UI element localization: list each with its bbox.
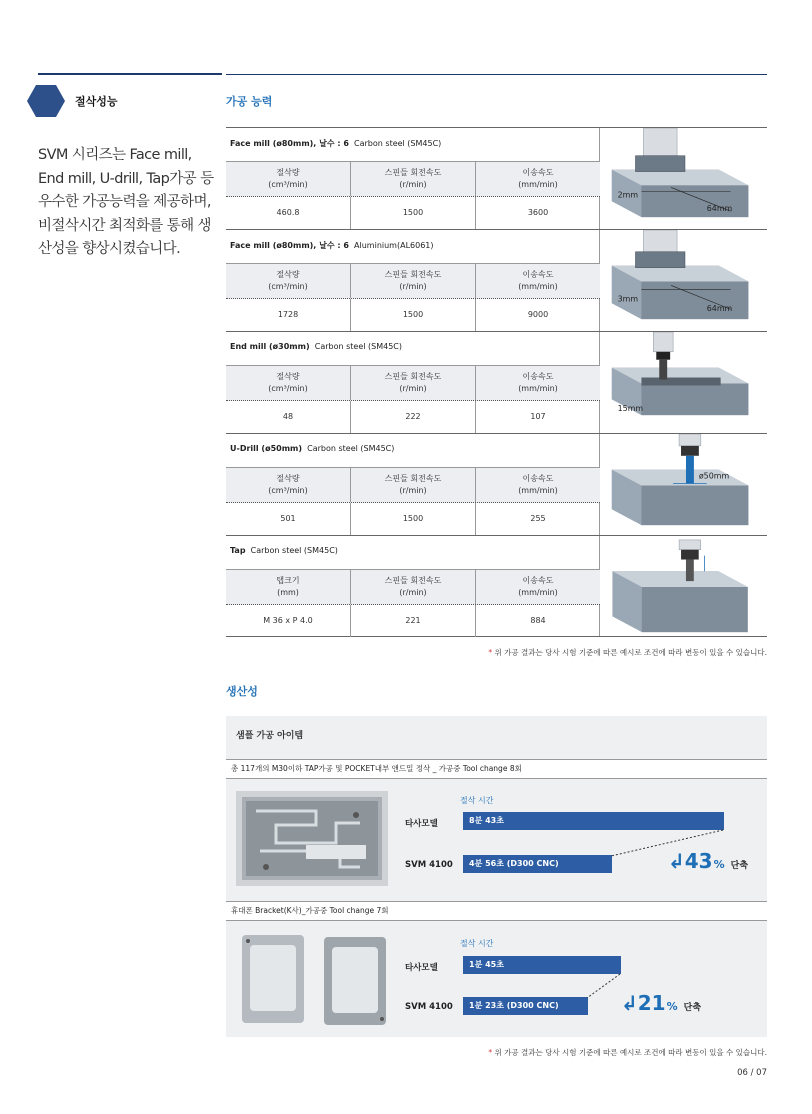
machining-block-face-mill-steel bbox=[226, 127, 767, 229]
machining-block-title: End mill (ø30mm) Carbon steel (SM45C) bbox=[230, 342, 402, 351]
value-cell: 48 bbox=[282, 412, 294, 421]
machining-block-end-mill bbox=[226, 331, 767, 433]
value-cell: 9000 bbox=[475, 299, 600, 331]
machining-block-values bbox=[226, 197, 600, 229]
header-cell: 이송속도 (mm/min) bbox=[475, 366, 600, 400]
value-cell: 884 bbox=[475, 605, 600, 637]
face-mill-diagram bbox=[601, 128, 767, 229]
header-cell: 이송속도 (mm/min) bbox=[475, 162, 600, 196]
sample-description: 휴대폰 Bracket(K사)_가공중 Tool change 7회 bbox=[226, 901, 767, 921]
machining-block-header bbox=[226, 467, 600, 503]
competitor-time-bar: 1분 45초 bbox=[463, 956, 621, 974]
machining-block-values bbox=[226, 401, 600, 433]
svg-text:3mm: 3mm bbox=[617, 294, 639, 304]
machining-block-data bbox=[226, 536, 600, 636]
value-cell: 3600 bbox=[475, 197, 600, 229]
u-drill-diagram bbox=[601, 434, 767, 535]
svg-text:15mm: 15mm bbox=[617, 404, 644, 414]
face-mill-diagram bbox=[601, 230, 767, 331]
page-number: 06 / 07 bbox=[737, 1068, 767, 1078]
svm-time-bar: 1분 23초 (D300 CNC) bbox=[463, 997, 588, 1015]
return-arrow-icon: ↲ bbox=[621, 991, 638, 1015]
machining-block-data bbox=[226, 434, 600, 535]
sample-items-title: 샘플 가공 아이템 bbox=[236, 731, 304, 741]
value-cell: M 36 x P 4.0 bbox=[263, 616, 313, 625]
machining-block-data bbox=[226, 230, 600, 331]
header-cell: 스핀들 회전속도 (r/min) bbox=[350, 264, 475, 298]
sample-part-photo bbox=[236, 791, 388, 886]
header-cell: 이송속도 (mm/min) bbox=[475, 264, 600, 298]
value-cell: 107 bbox=[475, 401, 600, 433]
header-cell: 절삭량 (cm³/min) bbox=[268, 270, 308, 291]
svg-text:2mm: 2mm bbox=[617, 190, 639, 200]
value-cell: 222 bbox=[350, 401, 475, 433]
competitor-label: 타사모델 bbox=[405, 819, 438, 829]
value-cell: 460.8 bbox=[276, 208, 300, 217]
productivity-note: * 위 가공 결과는 당사 시험 기준에 따른 예시로 조건에 따라 변동이 있을 수 있습니다. bbox=[488, 1048, 767, 1057]
value-cell: 1500 bbox=[350, 299, 475, 331]
header-cell: 스핀들 회전속도 (r/min) bbox=[350, 162, 475, 196]
header-cell: 이송속도 (mm/min) bbox=[475, 570, 600, 604]
value-cell: 1728 bbox=[277, 310, 299, 319]
machining-heading: 가공 능력 bbox=[226, 95, 273, 108]
machining-block-title: Face mill (ø80mm), 날수 : 6 Aluminium(AL6061) bbox=[230, 241, 434, 250]
value-cell: 1500 bbox=[350, 197, 475, 229]
machining-block-title: U-Drill (ø50mm) Carbon steel (SM45C) bbox=[230, 444, 395, 453]
sample-row-1 bbox=[226, 779, 767, 899]
machining-block-header bbox=[226, 569, 600, 605]
header-cell: 이송속도 (mm/min) bbox=[475, 468, 600, 502]
value-cell: 221 bbox=[350, 605, 475, 637]
svg-text:64mm: 64mm bbox=[706, 204, 733, 214]
cutting-time-label: 절삭 시간 bbox=[460, 796, 494, 805]
svm-label: SVM 4100 bbox=[405, 1002, 453, 1012]
header-cell: 스핀들 회전속도 (r/min) bbox=[350, 468, 475, 502]
reduction-percent: ↲ 21 % 단축 bbox=[621, 991, 702, 1015]
svg-text:ø50mm: ø50mm bbox=[698, 471, 730, 481]
header-cell: 스핀들 회전속도 (r/min) bbox=[350, 570, 475, 604]
cutting-time-label: 절삭 시간 bbox=[460, 939, 494, 948]
tap-diagram bbox=[601, 536, 767, 636]
competitor-time-bar: 8분 43초 bbox=[463, 812, 724, 830]
machining-block-title: Tap Carbon steel (SM45C) bbox=[230, 546, 338, 555]
machining-block-face-mill-aluminium bbox=[226, 229, 767, 331]
svm-time-bar: 4분 56초 (D300 CNC) bbox=[463, 855, 612, 873]
machining-block-header bbox=[226, 161, 600, 197]
machining-table bbox=[226, 127, 767, 637]
end-mill-diagram bbox=[601, 332, 767, 433]
machining-block-data bbox=[226, 128, 600, 229]
header-cell: 절삭량 (cm³/min) bbox=[268, 168, 308, 189]
machining-block-values bbox=[226, 503, 600, 535]
header-cell: 절삭량 (cm³/min) bbox=[268, 372, 308, 393]
machining-block-values bbox=[226, 605, 600, 637]
value-cell: 255 bbox=[475, 503, 600, 535]
svm-label: SVM 4100 bbox=[405, 860, 453, 870]
machining-block-title: Face mill (ø80mm), 날수 : 6 Carbon steel (SM45C) bbox=[230, 139, 442, 148]
value-cell: 501 bbox=[280, 514, 296, 523]
header-cell: 절삭량 (cm³/min) bbox=[268, 474, 308, 495]
header-cell: 스핀들 회전속도 (r/min) bbox=[350, 366, 475, 400]
left-divider bbox=[38, 73, 222, 75]
machining-block-data bbox=[226, 332, 600, 433]
productivity-heading: 생산성 bbox=[226, 685, 258, 698]
machining-block-tap bbox=[226, 535, 767, 637]
machining-block-u-drill bbox=[226, 433, 767, 535]
value-cell: 1500 bbox=[350, 503, 475, 535]
sample-description: 총 117개의 M30이하 TAP가공 및 POCKET내부 앤드밀 정삭 _ 가공중 Tool change 8회 bbox=[226, 759, 767, 779]
machining-block-header bbox=[226, 365, 600, 401]
svg-text:64mm: 64mm bbox=[706, 304, 733, 314]
sample-row-2 bbox=[226, 921, 767, 1037]
sample-part-photo bbox=[236, 929, 390, 1029]
header-cell: 탭크기 (mm) bbox=[276, 576, 300, 597]
section-title-cutting-performance: 절삭성능 bbox=[75, 95, 118, 108]
return-arrow-icon: ↲ bbox=[668, 849, 685, 873]
machining-block-values bbox=[226, 299, 600, 331]
right-divider bbox=[226, 74, 767, 75]
productivity-box bbox=[226, 716, 767, 1037]
hexagon-icon bbox=[26, 84, 66, 118]
machining-block-header bbox=[226, 263, 600, 299]
intro-text: SVM 시리즈는 Face mill, End mill, U-drill, Tap가공 등 우수한 가공능력을 제공하며, 비절삭시간 최적화를 통해 생산성을 향상시켰습니다. bbox=[38, 147, 214, 257]
machining-note: * 위 가공 결과는 당사 시험 기준에 따른 예시로 조건에 따라 변동이 있을 수 있습니다. bbox=[488, 648, 767, 657]
competitor-label: 타사모델 bbox=[405, 963, 438, 973]
reduction-percent: ↲ 43 % 단축 bbox=[668, 849, 749, 873]
